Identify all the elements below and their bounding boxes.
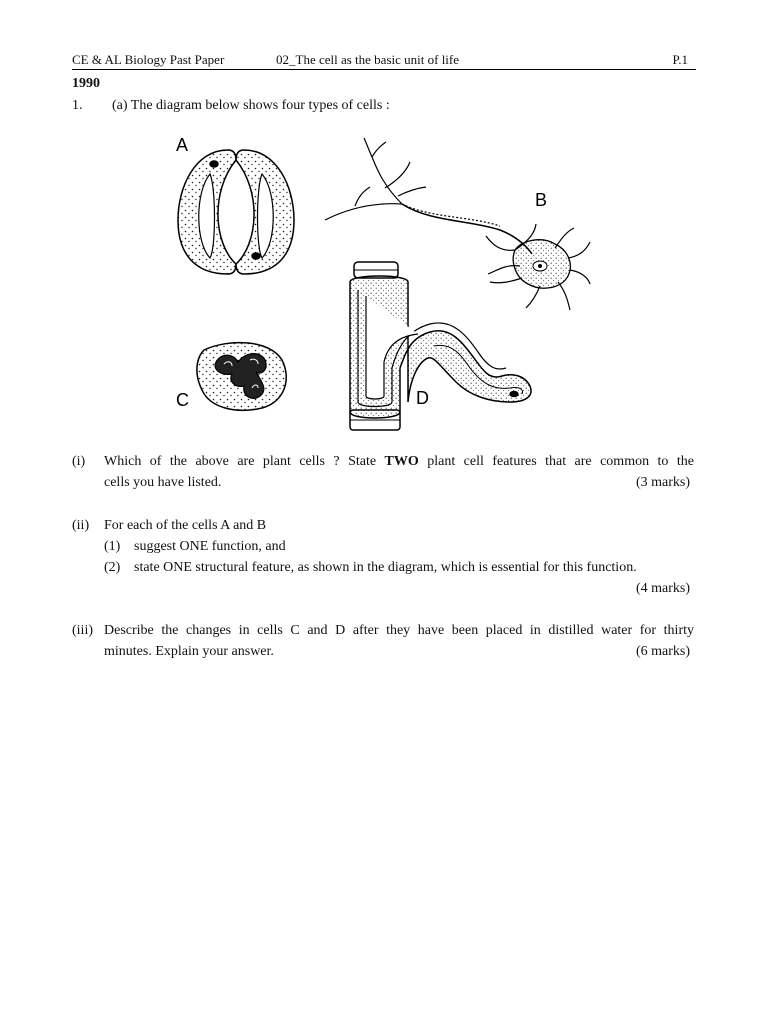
- item-iii-marks: (6 marks): [635, 644, 690, 659]
- item-i-marks: (3 marks): [635, 475, 690, 490]
- label-a: A: [176, 135, 189, 155]
- question-part-a: (a) The diagram below shows four types of cells :: [112, 98, 390, 113]
- item-i-text-line1: [104, 452, 694, 472]
- year-heading: 1990: [72, 76, 100, 91]
- item-i-text-post: plant cell features that are common to the: [418, 454, 694, 469]
- item-ii-sub1-text: suggest ONE function, and: [134, 539, 286, 554]
- item-i-text-line2: cells you have listed.: [104, 475, 222, 490]
- item-i-text-pre: Which of the above are plant cells ? State: [104, 454, 385, 469]
- item-ii-sub2-text: state ONE structural feature, as shown in the diagram, which is essential for this function.: [134, 560, 637, 575]
- root-hair-cell-d: [350, 262, 531, 430]
- item-ii-text: For each of the cells A and B: [104, 518, 267, 533]
- question-number: 1.: [72, 98, 83, 113]
- item-i-text-bold: TWO: [384, 454, 419, 469]
- header-rule: [72, 69, 696, 70]
- label-b: B: [535, 190, 548, 210]
- header-page-number: P.1: [672, 52, 688, 67]
- white-blood-cell-c: [197, 343, 286, 411]
- item-ii-marks: (4 marks): [635, 581, 690, 596]
- item-i-number: (i): [72, 454, 86, 469]
- item-iii-number: (iii): [72, 623, 93, 638]
- label-c: C: [176, 390, 189, 410]
- cell-diagram: [170, 132, 600, 432]
- header-center: 02_The cell as the basic unit of life: [276, 52, 460, 67]
- label-d: D: [416, 388, 429, 408]
- header-left: CE & AL Biology Past Paper: [72, 52, 225, 67]
- item-iii-text-line2: minutes. Explain your answer.: [104, 644, 274, 659]
- guard-cells-a: [178, 150, 294, 274]
- item-ii-sub1-number: (1): [104, 539, 121, 554]
- item-iii-text-line1: Describe the changes in cells C and D after they have been placed in distilled water for thirty: [104, 623, 694, 638]
- item-ii-sub2-number: (2): [104, 560, 121, 575]
- item-ii-number: (ii): [72, 518, 90, 533]
